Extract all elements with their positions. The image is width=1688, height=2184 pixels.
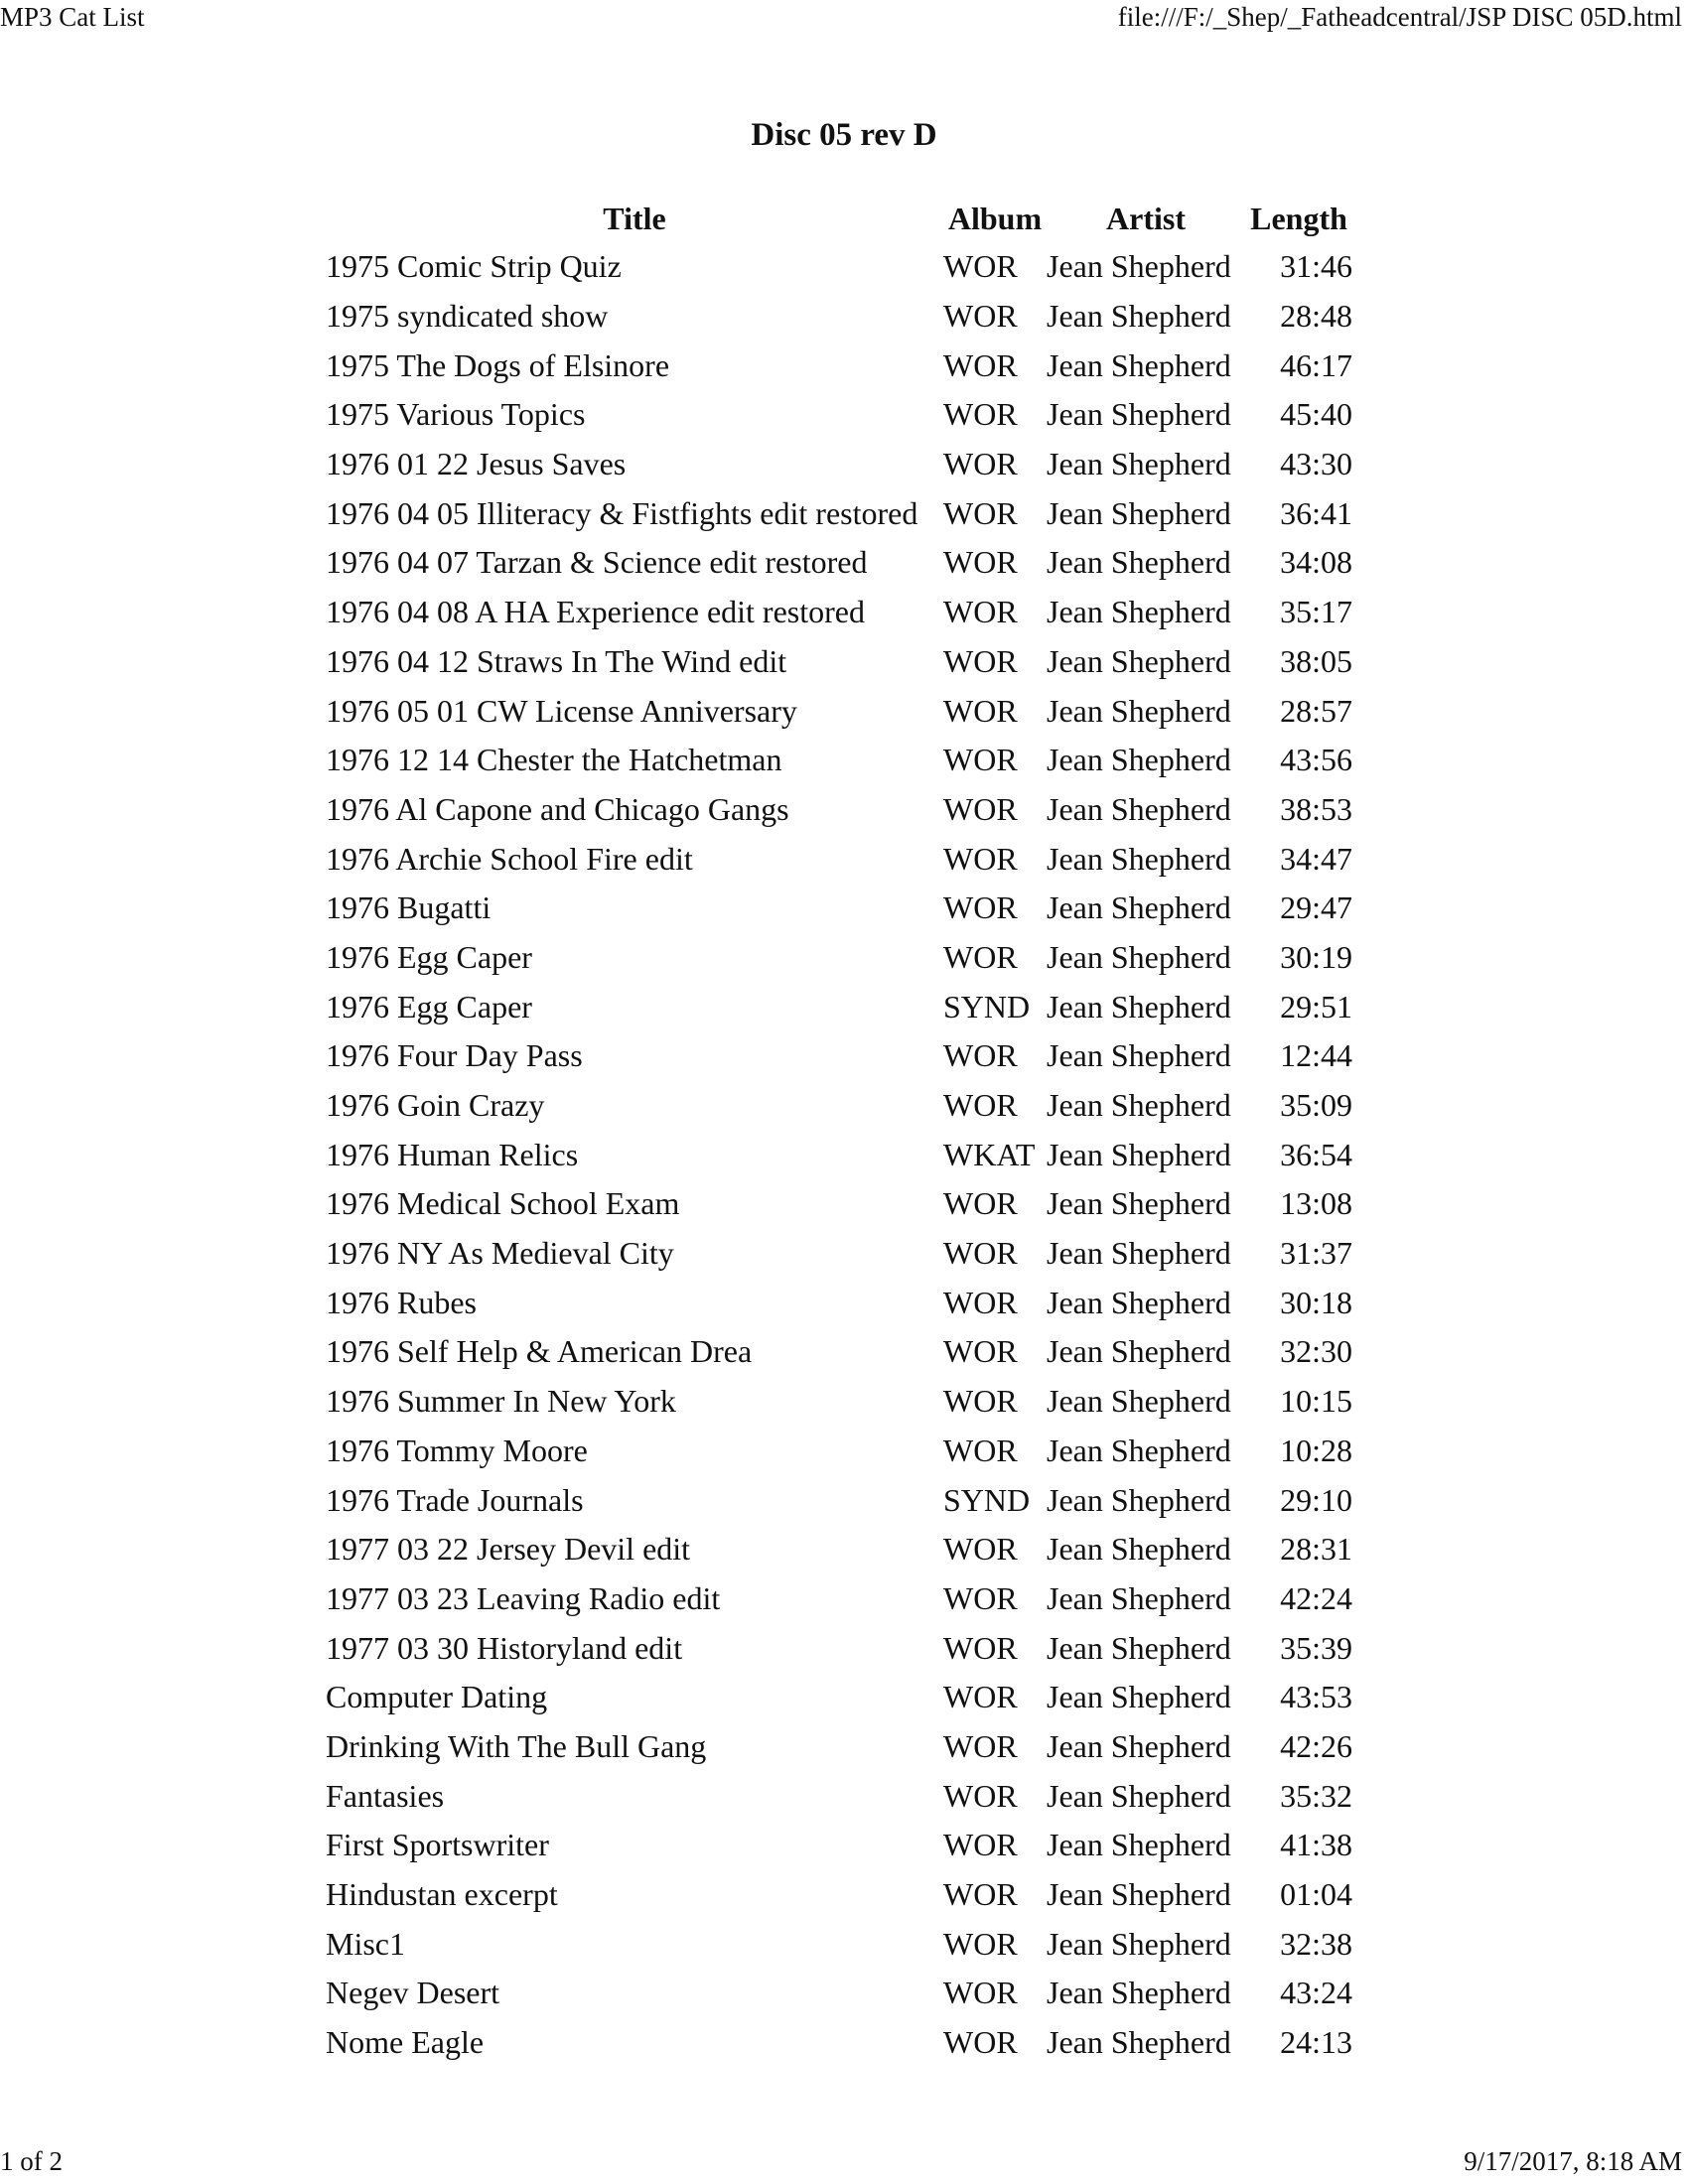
column-header-length: Length	[1250, 200, 1347, 236]
table-row	[326, 1081, 1352, 1131]
cell-artist: Jean Shepherd	[1047, 1481, 1231, 1518]
cell-album: WOR	[943, 594, 1018, 630]
table-row	[326, 834, 1352, 884]
cell-album: SYND	[943, 988, 1031, 1024]
cell-length: 46:17	[1280, 346, 1352, 383]
table-row	[326, 1870, 1352, 1920]
cell-title: 1976 Four Day Pass	[326, 1037, 583, 1074]
cell-length: 34:47	[1280, 840, 1352, 877]
table-row	[326, 1525, 1352, 1574]
cell-length: 13:08	[1280, 1185, 1352, 1222]
cell-title: 1976 Archie School Fire edit	[326, 840, 693, 877]
cell-album: WOR	[943, 1087, 1018, 1124]
cell-album: WOR	[943, 790, 1018, 827]
track-table	[326, 195, 1352, 2067]
cell-album: WOR	[943, 1235, 1018, 1272]
cell-length: 43:56	[1280, 742, 1352, 778]
cell-artist: Jean Shepherd	[1047, 1629, 1231, 1666]
cell-album: WOR	[943, 1727, 1018, 1764]
cell-artist: Jean Shepherd	[1047, 396, 1231, 433]
table-row	[326, 440, 1352, 489]
cell-artist: Jean Shepherd	[1047, 298, 1231, 335]
cell-title: 1976 Rubes	[326, 1284, 477, 1320]
cell-album: WOR	[943, 692, 1018, 729]
cell-artist: Jean Shepherd	[1047, 494, 1231, 531]
cell-artist: Jean Shepherd	[1047, 1333, 1231, 1370]
cell-title: Hindustan excerpt	[326, 1876, 558, 1913]
cell-title: 1975 Comic Strip Quiz	[326, 248, 622, 285]
cell-artist: Jean Shepherd	[1047, 1827, 1231, 1863]
cell-album: WOR	[943, 1925, 1018, 1962]
cell-length: 28:48	[1280, 298, 1352, 335]
cell-length: 29:10	[1280, 1481, 1352, 1518]
table-row	[326, 1821, 1352, 1870]
cell-length: 10:15	[1280, 1383, 1352, 1420]
table-row	[326, 488, 1352, 538]
cell-length: 32:38	[1280, 1925, 1352, 1962]
cell-artist: Jean Shepherd	[1047, 1235, 1231, 1272]
table-row	[326, 1278, 1352, 1327]
cell-length: 35:39	[1280, 1629, 1352, 1666]
table-row	[326, 1130, 1352, 1179]
track-rows	[326, 242, 1352, 2067]
cell-album: WOR	[943, 544, 1018, 581]
cell-length: 43:30	[1280, 446, 1352, 482]
table-row	[326, 292, 1352, 341]
cell-title: 1977 03 22 Jersey Devil edit	[326, 1531, 691, 1568]
cell-length: 36:54	[1280, 1136, 1352, 1172]
cell-title: 1976 Bugatti	[326, 889, 492, 926]
cell-album: WOR	[943, 1037, 1018, 1074]
cell-artist: Jean Shepherd	[1047, 1136, 1231, 1172]
cell-artist: Jean Shepherd	[1047, 1284, 1231, 1320]
cell-length: 32:30	[1280, 1333, 1352, 1370]
cell-length: 31:37	[1280, 1235, 1352, 1272]
table-row	[326, 736, 1352, 785]
cell-artist: Jean Shepherd	[1047, 938, 1231, 975]
print-header-file-url: file:///F:/_Shep/_Fatheadcentral/JSP DISC 05D.html	[1117, 2, 1682, 32]
cell-title: First Sportswriter	[326, 1827, 549, 1863]
cell-album: WOR	[943, 642, 1018, 679]
cell-length: 35:32	[1280, 1777, 1352, 1814]
table-row	[326, 1673, 1352, 1722]
cell-artist: Jean Shepherd	[1047, 889, 1231, 926]
cell-title: 1976 Al Capone and Chicago Gangs	[326, 790, 789, 827]
cell-album: WOR	[943, 840, 1018, 877]
cell-album: WOR	[943, 346, 1018, 383]
cell-artist: Jean Shepherd	[1047, 642, 1231, 679]
cell-title: 1976 12 14 Chester the Hatchetman	[326, 742, 782, 778]
cell-artist: Jean Shepherd	[1047, 1185, 1231, 1222]
cell-length: 28:31	[1280, 1531, 1352, 1568]
cell-title: 1976 Egg Caper	[326, 988, 532, 1024]
cell-artist: Jean Shepherd	[1047, 346, 1231, 383]
cell-title: 1977 03 23 Leaving Radio edit	[326, 1579, 721, 1616]
cell-artist: Jean Shepherd	[1047, 1876, 1231, 1913]
cell-title: 1975 Various Topics	[326, 396, 586, 433]
cell-artist: Jean Shepherd	[1047, 692, 1231, 729]
cell-title: 1976 NY As Medieval City	[326, 1235, 674, 1272]
cell-length: 10:28	[1280, 1432, 1352, 1468]
cell-title: 1975 syndicated show	[326, 298, 609, 335]
cell-album: WOR	[943, 494, 1018, 531]
cell-length: 43:24	[1280, 1975, 1352, 2011]
cell-length: 45:40	[1280, 396, 1352, 433]
cell-title: 1976 Human Relics	[326, 1136, 579, 1172]
column-header-album: Album	[947, 200, 1043, 236]
table-row	[326, 933, 1352, 983]
table-row	[326, 1623, 1352, 1673]
cell-album: WOR	[943, 889, 1018, 926]
print-footer-timestamp: 9/17/2017, 8:18 AM	[1464, 2146, 1682, 2176]
table-row	[326, 1179, 1352, 1229]
cell-album: WOR	[943, 396, 1018, 433]
cell-title: 1976 04 05 Illiteracy & Fistfights edit restored	[326, 494, 918, 531]
cell-title: 1976 Summer In New York	[326, 1383, 676, 1420]
cell-artist: Jean Shepherd	[1047, 1975, 1231, 2011]
cell-album: WOR	[943, 1284, 1018, 1320]
cell-title: 1976 Trade Journals	[326, 1481, 584, 1518]
cell-length: 36:41	[1280, 494, 1352, 531]
cell-title: 1976 04 08 A HA Experience edit restored	[326, 594, 865, 630]
cell-album: SYND	[943, 1481, 1031, 1518]
cell-artist: Jean Shepherd	[1047, 1777, 1231, 1814]
cell-artist: Jean Shepherd	[1047, 446, 1231, 482]
cell-title: 1977 03 30 Historyland edit	[326, 1629, 683, 1666]
table-row	[326, 1229, 1352, 1279]
cell-length: 29:47	[1280, 889, 1352, 926]
table-row	[326, 1327, 1352, 1377]
cell-length: 35:09	[1280, 1087, 1352, 1124]
cell-length: 28:57	[1280, 692, 1352, 729]
cell-title: Negev Desert	[326, 1975, 500, 2011]
cell-album: WOR	[943, 1777, 1018, 1814]
cell-album: WOR	[943, 1975, 1018, 2011]
cell-title: Misc1	[326, 1925, 405, 1962]
table-row	[326, 1771, 1352, 1821]
cell-album: WOR	[943, 1579, 1018, 1616]
cell-title: 1976 Self Help & American Drea	[326, 1333, 753, 1370]
table-row	[326, 1722, 1352, 1772]
cell-artist: Jean Shepherd	[1047, 1727, 1231, 1764]
table-row	[326, 538, 1352, 588]
cell-length: 38:05	[1280, 642, 1352, 679]
cell-album: WOR	[943, 742, 1018, 778]
table-row	[326, 341, 1352, 390]
cell-album: WKAT	[943, 1136, 1036, 1172]
cell-album: WOR	[943, 1185, 1018, 1222]
cell-album: WOR	[943, 1383, 1018, 1420]
cell-title: 1976 04 12 Straws In The Wind edit	[326, 642, 787, 679]
cell-artist: Jean Shepherd	[1047, 1925, 1231, 1962]
table-row	[326, 1427, 1352, 1476]
table-row	[326, 242, 1352, 292]
cell-artist: Jean Shepherd	[1047, 1383, 1231, 1420]
cell-length: 24:13	[1280, 2024, 1352, 2061]
cell-length: 42:24	[1280, 1579, 1352, 1616]
cell-title: 1976 Tommy Moore	[326, 1432, 588, 1468]
cell-album: WOR	[943, 1679, 1018, 1715]
cell-artist: Jean Shepherd	[1047, 1679, 1231, 1715]
table-row	[326, 2018, 1352, 2068]
cell-length: 35:17	[1280, 594, 1352, 630]
cell-artist: Jean Shepherd	[1047, 544, 1231, 581]
cell-album: WOR	[943, 1827, 1018, 1863]
cell-album: WOR	[943, 938, 1018, 975]
cell-title: 1976 Medical School Exam	[326, 1185, 680, 1222]
cell-length: 38:53	[1280, 790, 1352, 827]
print-header-page-title: MP3 Cat List	[0, 2, 145, 32]
cell-album: WOR	[943, 446, 1018, 482]
table-row	[326, 1919, 1352, 1969]
cell-artist: Jean Shepherd	[1047, 1087, 1231, 1124]
cell-length: 34:08	[1280, 544, 1352, 581]
cell-album: WOR	[943, 2024, 1018, 2061]
cell-length: 30:18	[1280, 1284, 1352, 1320]
table-row	[326, 1031, 1352, 1081]
cell-length: 12:44	[1280, 1037, 1352, 1074]
table-row	[326, 785, 1352, 835]
table-row	[326, 1574, 1352, 1624]
cell-length: 41:38	[1280, 1827, 1352, 1863]
cell-title: 1976 04 07 Tarzan & Science edit restored	[326, 544, 868, 581]
cell-album: WOR	[943, 1333, 1018, 1370]
cell-artist: Jean Shepherd	[1047, 594, 1231, 630]
table-row	[326, 686, 1352, 736]
cell-title: Computer Dating	[326, 1679, 548, 1715]
cell-artist: Jean Shepherd	[1047, 840, 1231, 877]
cell-artist: Jean Shepherd	[1047, 1531, 1231, 1568]
page-title: Disc 05 rev D	[751, 117, 937, 153]
cell-title: Fantasies	[326, 1777, 445, 1814]
cell-title: Nome Eagle	[326, 2024, 485, 2061]
cell-title: 1976 01 22 Jesus Saves	[326, 446, 627, 482]
cell-title: Drinking With The Bull Gang	[326, 1727, 707, 1764]
print-footer-page-count: 1 of 2	[0, 2146, 63, 2176]
table-row	[326, 1475, 1352, 1525]
cell-artist: Jean Shepherd	[1047, 248, 1231, 285]
cell-artist: Jean Shepherd	[1047, 2024, 1231, 2061]
cell-length: 30:19	[1280, 938, 1352, 975]
column-header-artist: Artist	[1106, 200, 1186, 236]
table-header-row	[326, 195, 1352, 242]
cell-title: 1976 05 01 CW License Anniversary	[326, 692, 797, 729]
cell-album: WOR	[943, 248, 1018, 285]
table-row	[326, 637, 1352, 687]
table-row	[326, 1969, 1352, 2018]
cell-length: 29:51	[1280, 988, 1352, 1024]
cell-album: WOR	[943, 1432, 1018, 1468]
table-row	[326, 884, 1352, 933]
cell-length: 43:53	[1280, 1679, 1352, 1715]
cell-title: 1975 The Dogs of Elsinore	[326, 346, 670, 383]
cell-title: 1976 Egg Caper	[326, 938, 532, 975]
column-header-title: Title	[603, 200, 666, 236]
table-row	[326, 982, 1352, 1031]
cell-artist: Jean Shepherd	[1047, 1037, 1231, 1074]
cell-album: WOR	[943, 298, 1018, 335]
cell-album: WOR	[943, 1531, 1018, 1568]
table-row	[326, 588, 1352, 637]
table-row	[326, 390, 1352, 440]
cell-title: 1976 Goin Crazy	[326, 1087, 545, 1124]
cell-artist: Jean Shepherd	[1047, 1579, 1231, 1616]
cell-length: 42:26	[1280, 1727, 1352, 1764]
cell-album: WOR	[943, 1876, 1018, 1913]
cell-length: 31:46	[1280, 248, 1352, 285]
cell-album: WOR	[943, 1629, 1018, 1666]
table-row	[326, 1377, 1352, 1427]
cell-artist: Jean Shepherd	[1047, 988, 1231, 1024]
cell-artist: Jean Shepherd	[1047, 790, 1231, 827]
cell-artist: Jean Shepherd	[1047, 1432, 1231, 1468]
cell-length: 01:04	[1280, 1876, 1352, 1913]
cell-artist: Jean Shepherd	[1047, 742, 1231, 778]
